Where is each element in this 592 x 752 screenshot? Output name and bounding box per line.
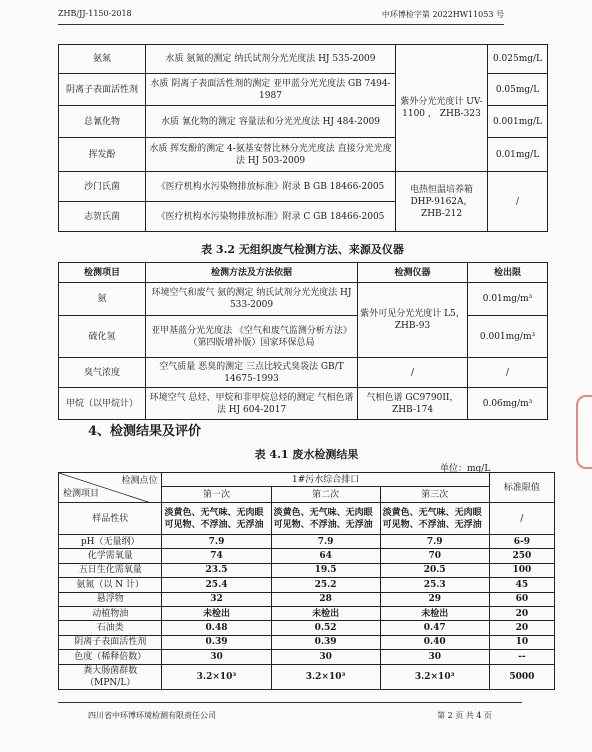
column-header: 检出限	[468, 263, 548, 283]
table-cell: 水质 阴离子表面活性剂的测定 亚甲蓝分光光度法 GB 7494-1987	[146, 74, 396, 106]
corner-header-top: 检测点位	[121, 476, 158, 486]
table-cell: 氨氮	[59, 45, 146, 74]
table-cell: /	[488, 172, 548, 232]
table-cell: 3.2×10³	[380, 664, 489, 689]
table-cell: 7.9	[380, 535, 489, 549]
table-cell: 3.2×10³	[162, 664, 271, 689]
table-cell: 粪大肠菌群数（MPN/L）	[59, 664, 162, 689]
table-cell: 19.5	[271, 563, 380, 577]
table-cell: 0.39	[162, 635, 271, 649]
table-cell: 10	[489, 635, 554, 649]
corner-header-bottom: 检测项目	[63, 489, 100, 499]
table-cell: 25.3	[380, 578, 489, 592]
table-cell: 色度（稀释倍数）	[59, 650, 162, 664]
table-cell: 未检出	[380, 606, 489, 620]
table-cell: /	[468, 358, 548, 388]
table-row	[59, 606, 555, 620]
table-cell: 20	[489, 606, 554, 620]
column-header: 检测方法及方法依据	[146, 263, 358, 283]
table-cell: pH（无量纲）	[59, 535, 162, 549]
instrument-cell: 紫外分光光度计 UV-1100 ， ZHB-323	[396, 45, 488, 172]
table-row	[59, 563, 555, 577]
table-cell: /	[358, 358, 468, 388]
table-cell: /	[489, 503, 554, 535]
table-cell: 亚甲基蓝分光光度法 《空气和废气监测分析方法》（第四版增补版）国家环保总局	[146, 316, 358, 358]
table-cell: 气相色谱 GC9790II， ZHB-174	[358, 388, 468, 420]
table-cell: 阴离子表面活性剂	[59, 635, 162, 649]
table-cell: 7.9	[271, 535, 380, 549]
table-cell: 《医疗机构水污染物排放标准》附录 B GB 18466-2005	[146, 172, 396, 202]
corner-header	[59, 473, 162, 503]
table-cell: 60	[489, 592, 554, 606]
table-row	[59, 283, 548, 316]
table-cell: 0.06mg/m³	[468, 388, 548, 420]
results-table	[58, 472, 555, 690]
table-cell: 淡黄色、无气味、无肉眼可见物、不浮油、无浮油	[380, 503, 489, 535]
sampling-point-header: 1#污水综合排口	[162, 473, 489, 487]
table-header-row	[59, 473, 555, 487]
table-cell: 淡黄色、无气味、无肉眼可见物、不浮油、无浮油	[271, 503, 380, 535]
table-caption: 表 4.1 废水检测结果	[254, 448, 359, 461]
company-name: 四川省中环博环境检测有限责任公司	[88, 711, 216, 720]
table-cell: 环境空气 总烃、甲烷和非甲烷总烃的测定 气相色谱法 HJ 604-2017	[146, 388, 358, 420]
table-cell: 志贺氏菌	[59, 202, 146, 232]
table-cell: 100	[489, 563, 554, 577]
table-cell: 0.47	[380, 621, 489, 635]
table-row	[59, 358, 548, 388]
table-row	[59, 316, 548, 358]
unit-label: 单位：mg/L	[440, 464, 491, 474]
section-title: 4、检测结果及评价	[88, 424, 202, 439]
page-footer	[58, 702, 522, 723]
table-cell: 0.001mg/L	[488, 106, 548, 138]
table-cell: 25.2	[271, 578, 380, 592]
table-row	[59, 172, 548, 202]
table-cell: 30	[380, 650, 489, 664]
run-header: 第二次	[271, 487, 380, 503]
results-body	[59, 535, 555, 690]
table-cell: 氨	[59, 283, 146, 316]
table-cell: 水质 氰化物的测定 容量法和分光光度法 HJ 484-2009	[146, 106, 396, 138]
seal-stamp	[576, 395, 592, 469]
table-cell: 20.5	[380, 563, 489, 577]
method-table-water	[58, 44, 548, 232]
table-cell: 水质 氨氮的测定 纳氏试剂分光光度法 HJ 535-2009	[146, 45, 396, 74]
table-cell: 样品性状	[59, 503, 162, 535]
column-header: 检测仪器	[358, 263, 468, 283]
table-cell: 3.2×10³	[271, 664, 380, 689]
method-table-air	[58, 262, 548, 420]
table-cell: 0.40	[380, 635, 489, 649]
table-cell: 化学需氧量	[59, 549, 162, 563]
table-row	[59, 635, 555, 649]
table-cell: 0.52	[271, 621, 380, 635]
table-cell: 《医疗机构水污染物排放标准》附录 C GB 18466-2005	[146, 202, 396, 232]
table-cell: 32	[162, 592, 271, 606]
report-number: 中环博检字第 2022HW11053 号	[381, 10, 504, 19]
column-header: 检测项目	[59, 263, 146, 283]
table-row	[59, 45, 548, 74]
table-cell: 5000	[489, 664, 554, 689]
table-caption: 表 3.2 无组织废气检测方法、来源及仪器	[201, 243, 404, 256]
table-row	[59, 549, 555, 563]
table-cell: 臭气浓度	[59, 358, 146, 388]
table-cell: 250	[489, 549, 554, 563]
doc-code: ZHB/JJ-1150-2018	[58, 9, 132, 18]
table-row	[59, 664, 555, 689]
table-cell: 挥发酚	[59, 138, 146, 172]
table-cell: 7.9	[162, 535, 271, 549]
table-cell: 阴离子表面活性剂	[59, 74, 146, 106]
table-row	[59, 535, 555, 549]
table-row	[59, 578, 555, 592]
table-cell: 0.05mg/L	[488, 74, 548, 106]
table-cell: 70	[380, 549, 489, 563]
table-cell: 6-9	[489, 535, 554, 549]
table-cell: 环境空气和废气 氨的测定 纳氏试剂分光光度法 HJ 533-2009	[146, 283, 358, 316]
run-header: 第一次	[162, 487, 271, 503]
table-cell: 空气质量 恶臭的测定 三点比较式臭袋法 GB/T 14675-1993	[146, 358, 358, 388]
instrument-cell: 电热恒温培养箱 DHP-9162A， ZHB-212	[396, 172, 488, 232]
run-header: 第三次	[380, 487, 489, 503]
table-cell: 悬浮物	[59, 592, 162, 606]
table-cell: 0.39	[271, 635, 380, 649]
limit-header: 标准限值	[489, 473, 554, 503]
table-cell: 45	[489, 578, 554, 592]
page-header	[58, 6, 504, 25]
table-cell: 五日生化需氧量	[59, 563, 162, 577]
table-row	[59, 388, 548, 420]
table-cell: 30	[162, 650, 271, 664]
table-cell: 氨氮（以 N 计）	[59, 578, 162, 592]
table-cell: 29	[380, 592, 489, 606]
table-cell: 0.001mg/m³	[468, 316, 548, 358]
table-cell: 沙门氏菌	[59, 172, 146, 202]
table-cell: 硫化氢	[59, 316, 146, 358]
table-cell: 25.4	[162, 578, 271, 592]
table-row	[59, 650, 555, 664]
table-cell: --	[489, 650, 554, 664]
table-cell: 20	[489, 621, 554, 635]
table-cell: 水质 挥发酚的测定 4-氨基安替比林分光光度法 直接分光光度法 HJ 503-2009	[146, 138, 396, 172]
table-row	[59, 592, 555, 606]
table-cell: 甲烷（以甲烷计）	[59, 388, 146, 420]
table-cell: 未检出	[162, 606, 271, 620]
table-cell: 0.01mg/L	[488, 138, 548, 172]
table-cell: 74	[162, 549, 271, 563]
table-cell: 30	[271, 650, 380, 664]
instrument-cell: 紫外可见分光光度计 L5，ZHB-93	[358, 283, 468, 358]
table-cell: 0.025mg/L	[488, 45, 548, 74]
table-cell: 64	[271, 549, 380, 563]
table-cell: 0.48	[162, 621, 271, 635]
table-cell: 石油类	[59, 621, 162, 635]
table-cell: 总氰化物	[59, 106, 146, 138]
table-cell: 动植物油	[59, 606, 162, 620]
table-cell: 28	[271, 592, 380, 606]
table-row	[59, 621, 555, 635]
table-row	[59, 503, 555, 535]
table-cell: 0.01mg/m³	[468, 283, 548, 316]
table-cell: 未检出	[271, 606, 380, 620]
table-cell: 23.5	[162, 563, 271, 577]
table-cell: 淡黄色、无气味、无肉眼可见物、不浮油、无浮油	[162, 503, 271, 535]
page-number: 第 2 页 共 4 页	[437, 711, 492, 720]
table-header-row	[59, 263, 548, 283]
